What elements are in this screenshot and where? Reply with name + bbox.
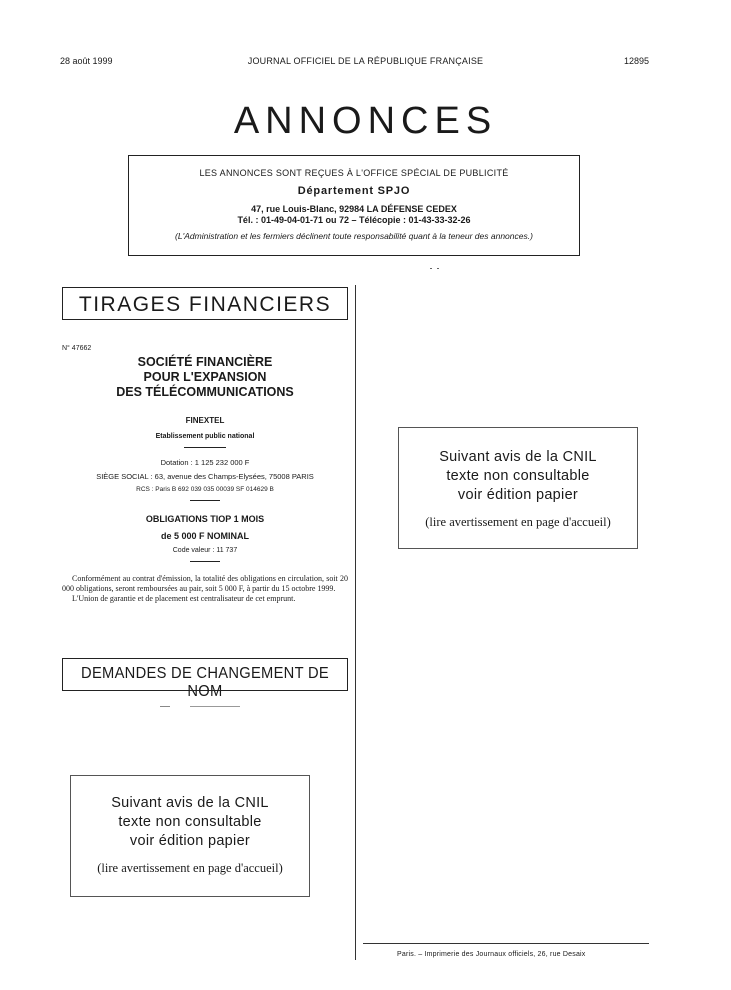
company-name-line: POUR L'EXPANSION [143,370,267,384]
obligations-nominal: de 5 000 F NOMINAL [160,531,250,541]
notice-paragraph: L'Union de garantie et de placement est centralisateur de cet emprunt. [72,594,296,603]
cnil-note: (lire avertissement en page d'accueil) [97,861,283,875]
notice-number: N° 47662 [62,345,92,352]
header-date: 28 août 1999 [60,56,113,66]
cnil-line: texte non consultable [118,814,262,830]
cnil-line: Suivant avis de la CNIL [111,795,269,811]
notice-paragraph: Conformément au contrat d'émission, la totalité des obligations en circulation, soit 20 000 obligations, seront remboursées au pair, soit 5 000 F, à partir du 15 octobre 1999. [62,574,348,593]
company-siege: SIÈGE SOCIAL : 63, avenue des Champs-Elysées, 75008 PARIS [96,472,314,481]
print-speck [430,268,432,269]
print-speck [160,706,170,707]
obligations-title: OBLIGATIONS TIOP 1 MOIS [145,514,265,524]
print-speck [437,268,439,269]
cnil-notice-box [70,775,310,897]
cnil-line: texte non consultable [446,468,590,484]
announcement-phones: Tél. : 01-49-04-01-71 ou 72 – Télécopie : 01-43-33-32-26 [237,215,471,225]
code-valeur: Code valeur : 11 737 [172,547,238,554]
cnil-line: voir édition papier [129,833,251,849]
printer-footer: Paris. – Imprimerie des Journaux officiels, 26, rue Desaix [397,951,586,958]
footer-rule [363,943,649,944]
cnil-line: voir édition papier [457,487,579,503]
section-demandes-title: DEMANDES DE CHANGEMENT DE NOM [81,665,329,700]
announcement-address: 47, rue Louis-Blanc, 92984 LA DÉFENSE CEDEX [251,204,457,214]
cnil-note: (lire avertissement en page d'accueil) [425,515,611,529]
company-status: Etablissement public national [155,433,255,440]
separator-rule [190,500,220,501]
company-dotation: Dotation : 1 125 232 000 F [160,458,250,467]
company-rcs: RCS : Paris B 692 039 035 00039 SF 014629 B [136,486,274,493]
company-name [62,355,348,400]
section-demandes-changement-nom [62,658,348,700]
print-speck [190,706,240,707]
separator-rule [184,447,226,448]
cnil-notice-box [398,427,638,549]
announcement-disclaimer: (L'Administration et les fermiers déclinent toute responsabilité quant à la teneur des annonces.) [175,231,533,241]
cnil-line: Suivant avis de la CNIL [439,449,597,465]
column-divider [355,285,356,960]
announcement-department: Département SPJO [297,185,411,197]
section-tirages-title: TIRAGES FINANCIERS [78,293,332,316]
notice-body [62,574,348,604]
separator-rule [190,561,220,562]
company-short-name: FINEXTEL [185,416,225,425]
company-name-line: SOCIÉTÉ FINANCIÈRE [137,355,273,369]
announcement-intro: LES ANNONCES SONT REÇUES À L'OFFICE SPÉCIAL DE PUBLICITÉ [199,168,509,178]
journal-title: JOURNAL OFFICIEL DE LA RÉPUBLIQUE FRANÇAISE [247,56,484,66]
announcement-box [128,155,580,256]
page-number: 12895 [623,56,649,66]
company-name-line: DES TÉLÉCOMMUNICATIONS [116,385,294,399]
page-title: ANNONCES [233,100,498,142]
section-tirages-financiers [62,287,348,320]
